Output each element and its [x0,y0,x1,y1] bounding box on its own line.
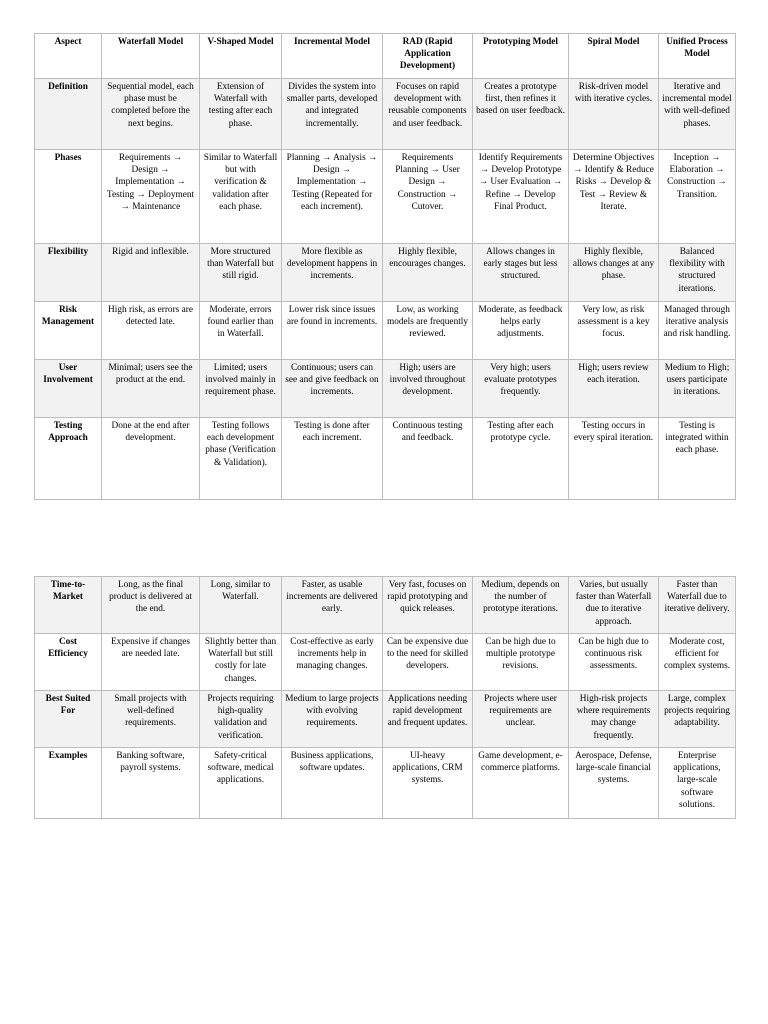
table-cell: Testing follows each development phase (Verification & Validation). [200,418,282,500]
table-cell: Done at the end after development. [102,418,200,500]
table-row [35,748,736,819]
table-cell: Testing is done after each increment. [282,418,383,500]
table-cell: Low, as working models are frequently reviewed. [383,302,473,360]
table-cell: Enterprise applications, large-scale software solutions. [659,748,736,819]
row-aspect: Cost Efficiency [35,634,102,691]
table-row [35,302,736,360]
header-rad: RAD (Rapid Application Development) [383,34,473,79]
table-cell: Inception → Elaboration → Construction → Transition. [659,150,736,244]
table-cell: Applications needing rapid development and frequent updates. [383,691,473,748]
row-aspect: Risk Management [35,302,102,360]
table-cell: High; users review each iteration. [569,360,659,418]
table-cell: Continuous testing and feedback. [383,418,473,500]
table-cell: Long, as the final product is delivered at the end. [102,577,200,634]
table-cell: Allows changes in early stages but less structured. [473,244,569,302]
table-cell: Moderate, errors found earlier than in Waterfall. [200,302,282,360]
table-cell: Creates a prototype first, then refines it based on user feedback. [473,79,569,150]
comparison-table-page-2 [34,576,736,819]
table-cell: Similar to Waterfall but with verification & validation after each phase. [200,150,282,244]
comparison-table-page-1 [34,33,736,500]
table-row [35,150,736,244]
header-unified-process: Unified Process Model [659,34,736,79]
table-cell: Varies, but usually faster than Waterfall due to iterative approach. [569,577,659,634]
header-v-shaped: V-Shaped Model [200,34,282,79]
table-cell: Projects requiring high-quality validation and verification. [200,691,282,748]
table-cell: Highly flexible, encourages changes. [383,244,473,302]
header-incremental: Incremental Model [282,34,383,79]
table-cell: High; users are involved throughout development. [383,360,473,418]
table-cell: Can be high due to multiple prototype revisions. [473,634,569,691]
header-spiral: Spiral Model [569,34,659,79]
table-cell: High-risk projects where requirements may change frequently. [569,691,659,748]
table-cell: Small projects with well-defined requirements. [102,691,200,748]
row-aspect: Flexibility [35,244,102,302]
table-cell: Banking software, payroll systems. [102,748,200,819]
table-cell: Requirements → Design → Implementation → Testing → Deployment → Maintenance [102,150,200,244]
table-cell: Iterative and incremental model with well-defined phases. [659,79,736,150]
table-row [35,577,736,634]
table-cell: Limited; users involved mainly in requirement phase. [200,360,282,418]
table-cell: Cost-effective as early increments help in managing changes. [282,634,383,691]
header-aspect: Aspect [35,34,102,79]
table-cell: Medium to large projects with evolving requirements. [282,691,383,748]
table-row [35,418,736,500]
table-cell: Sequential model, each phase must be completed before the next begins. [102,79,200,150]
table-cell: Testing occurs in every spiral iteration. [569,418,659,500]
table-cell: Lower risk since issues are found in increments. [282,302,383,360]
row-aspect: Definition [35,79,102,150]
table-row [35,691,736,748]
table-cell: Very low, as risk assessment is a key focus. [569,302,659,360]
table-cell: Risk-driven model with iterative cycles. [569,79,659,150]
table-cell: More structured than Waterfall but still rigid. [200,244,282,302]
table-cell: Planning → Analysis → Design → Implementation → Testing (Repeated for each increment). [282,150,383,244]
table-cell: UI-heavy applications, CRM systems. [383,748,473,819]
table-cell: Focuses on rapid development with reusable components and user feedback. [383,79,473,150]
table-cell: Expensive if changes are needed late. [102,634,200,691]
table-cell: Large, complex projects requiring adaptability. [659,691,736,748]
table-cell: Rigid and inflexible. [102,244,200,302]
table-cell: Medium to High; users participate in iterations. [659,360,736,418]
row-aspect: Best Suited For [35,691,102,748]
table-cell: Aerospace, Defense, large-scale financial systems. [569,748,659,819]
table-cell: Safety-critical software, medical applications. [200,748,282,819]
table-cell: Projects where user requirements are unclear. [473,691,569,748]
table-cell: Can be expensive due to the need for skilled developers. [383,634,473,691]
row-aspect: Examples [35,748,102,819]
table-row [35,79,736,150]
table-cell: Slightly better than Waterfall but still costly for late changes. [200,634,282,691]
table-cell: Extension of Waterfall with testing after each phase. [200,79,282,150]
row-aspect: Testing Approach [35,418,102,500]
table-cell: More flexible as development happens in increments. [282,244,383,302]
table-cell: Testing is integrated within each phase. [659,418,736,500]
table-cell: High risk, as errors are detected late. [102,302,200,360]
table-cell: Continuous; users can see and give feedback on increments. [282,360,383,418]
table-cell: Game development, e-commerce platforms. [473,748,569,819]
table-row [35,634,736,691]
table-cell: Medium, depends on the number of prototype iterations. [473,577,569,634]
table-cell: Moderate cost, efficient for complex systems. [659,634,736,691]
table-cell: Highly flexible, allows changes at any phase. [569,244,659,302]
table-cell: Minimal; users see the product at the end. [102,360,200,418]
table-cell: Determine Objectives → Identify & Reduce Risks → Develop & Test → Review & Iterate. [569,150,659,244]
table-row [35,360,736,418]
table-cell: Faster than Waterfall due to iterative delivery. [659,577,736,634]
table-cell: Long, similar to Waterfall. [200,577,282,634]
table-cell: Managed through iterative analysis and risk handling. [659,302,736,360]
table-cell: Testing after each prototype cycle. [473,418,569,500]
table-cell: Moderate, as feedback helps early adjustments. [473,302,569,360]
table-row [35,244,736,302]
table-cell: Divides the system into smaller parts, developed and integrated incrementally. [282,79,383,150]
table-cell: Very high; users evaluate prototypes frequently. [473,360,569,418]
header-waterfall: Waterfall Model [102,34,200,79]
header-prototyping: Prototyping Model [473,34,569,79]
row-aspect: Time-to-Market [35,577,102,634]
header-row [35,34,736,79]
table-cell: Balanced flexibility with structured iterations. [659,244,736,302]
row-aspect: User Involvement [35,360,102,418]
row-aspect: Phases [35,150,102,244]
table-cell: Requirements Planning → User Design → Construction → Cutover. [383,150,473,244]
table-cell: Faster, as usable increments are delivered early. [282,577,383,634]
table-cell: Business applications, software updates. [282,748,383,819]
table-cell: Identify Requirements → Develop Prototype → User Evaluation → Refine → Develop Final Product. [473,150,569,244]
table-cell: Very fast, focuses on rapid prototyping and quick releases. [383,577,473,634]
table-cell: Can be high due to continuous risk assessments. [569,634,659,691]
